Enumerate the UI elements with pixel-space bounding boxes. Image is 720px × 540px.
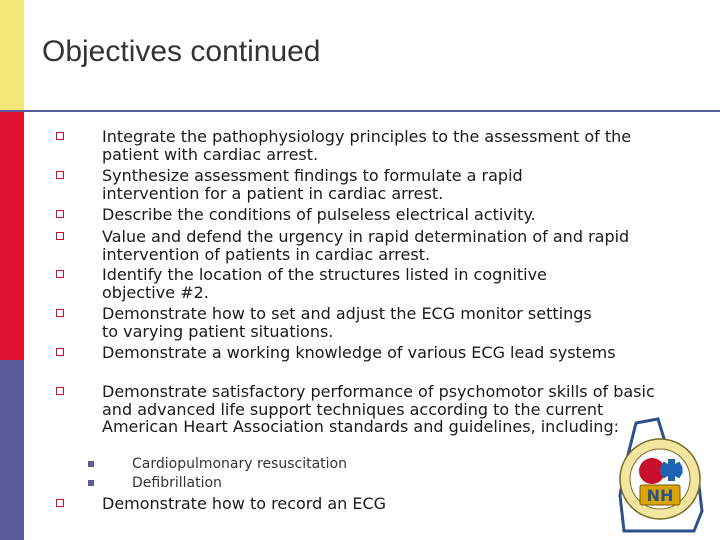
objective-item: Demonstrate a working knowledge of various ECG lead systems [102, 343, 616, 362]
sub-bullet-icon [88, 461, 94, 467]
objective-item: Demonstrate satisfactory performance of psychomotor skills of basic and advanced life support techniques according to the current American Heart Association standards and guidelines, including: [102, 382, 655, 436]
objective-item: Describe the conditions of pulseless electrical activity. [102, 205, 536, 224]
bullet-icon [56, 232, 64, 240]
bullet-icon [56, 309, 64, 317]
objective-item: Demonstrate how to set and adjust the ECG monitor settings to varying patient situations. [102, 304, 592, 341]
sub-objective-item: Defibrillation [132, 475, 222, 491]
bullet-icon [56, 499, 64, 507]
bullet-icon [56, 348, 64, 356]
bullet-icon [56, 132, 64, 140]
slide-title: Objectives continued [42, 35, 321, 68]
nh-ems-logo [606, 415, 716, 535]
bullet-icon [56, 171, 64, 179]
bullet-icon [56, 270, 64, 278]
bullet-icon [56, 210, 64, 218]
objective-item: Identify the location of the structures listed in cognitive objective #2. [102, 265, 547, 302]
bullet-icon [56, 387, 64, 395]
sub-objective-item: Cardiopulmonary resuscitation [132, 456, 347, 472]
objective-item: Demonstrate how to record an ECG [102, 494, 387, 513]
sub-bullet-icon [88, 480, 94, 486]
objective-item: Value and defend the urgency in rapid determination of and rapid intervention of patients in cardiac arrest. [102, 227, 630, 264]
objective-item: Synthesize assessment findings to formulate a rapid intervention for a patient in cardiac arrest. [102, 166, 523, 203]
logo-text: NH [646, 486, 674, 505]
objective-item: Integrate the pathophysiology principles to the assessment of the patient with cardiac arrest. [102, 127, 632, 164]
